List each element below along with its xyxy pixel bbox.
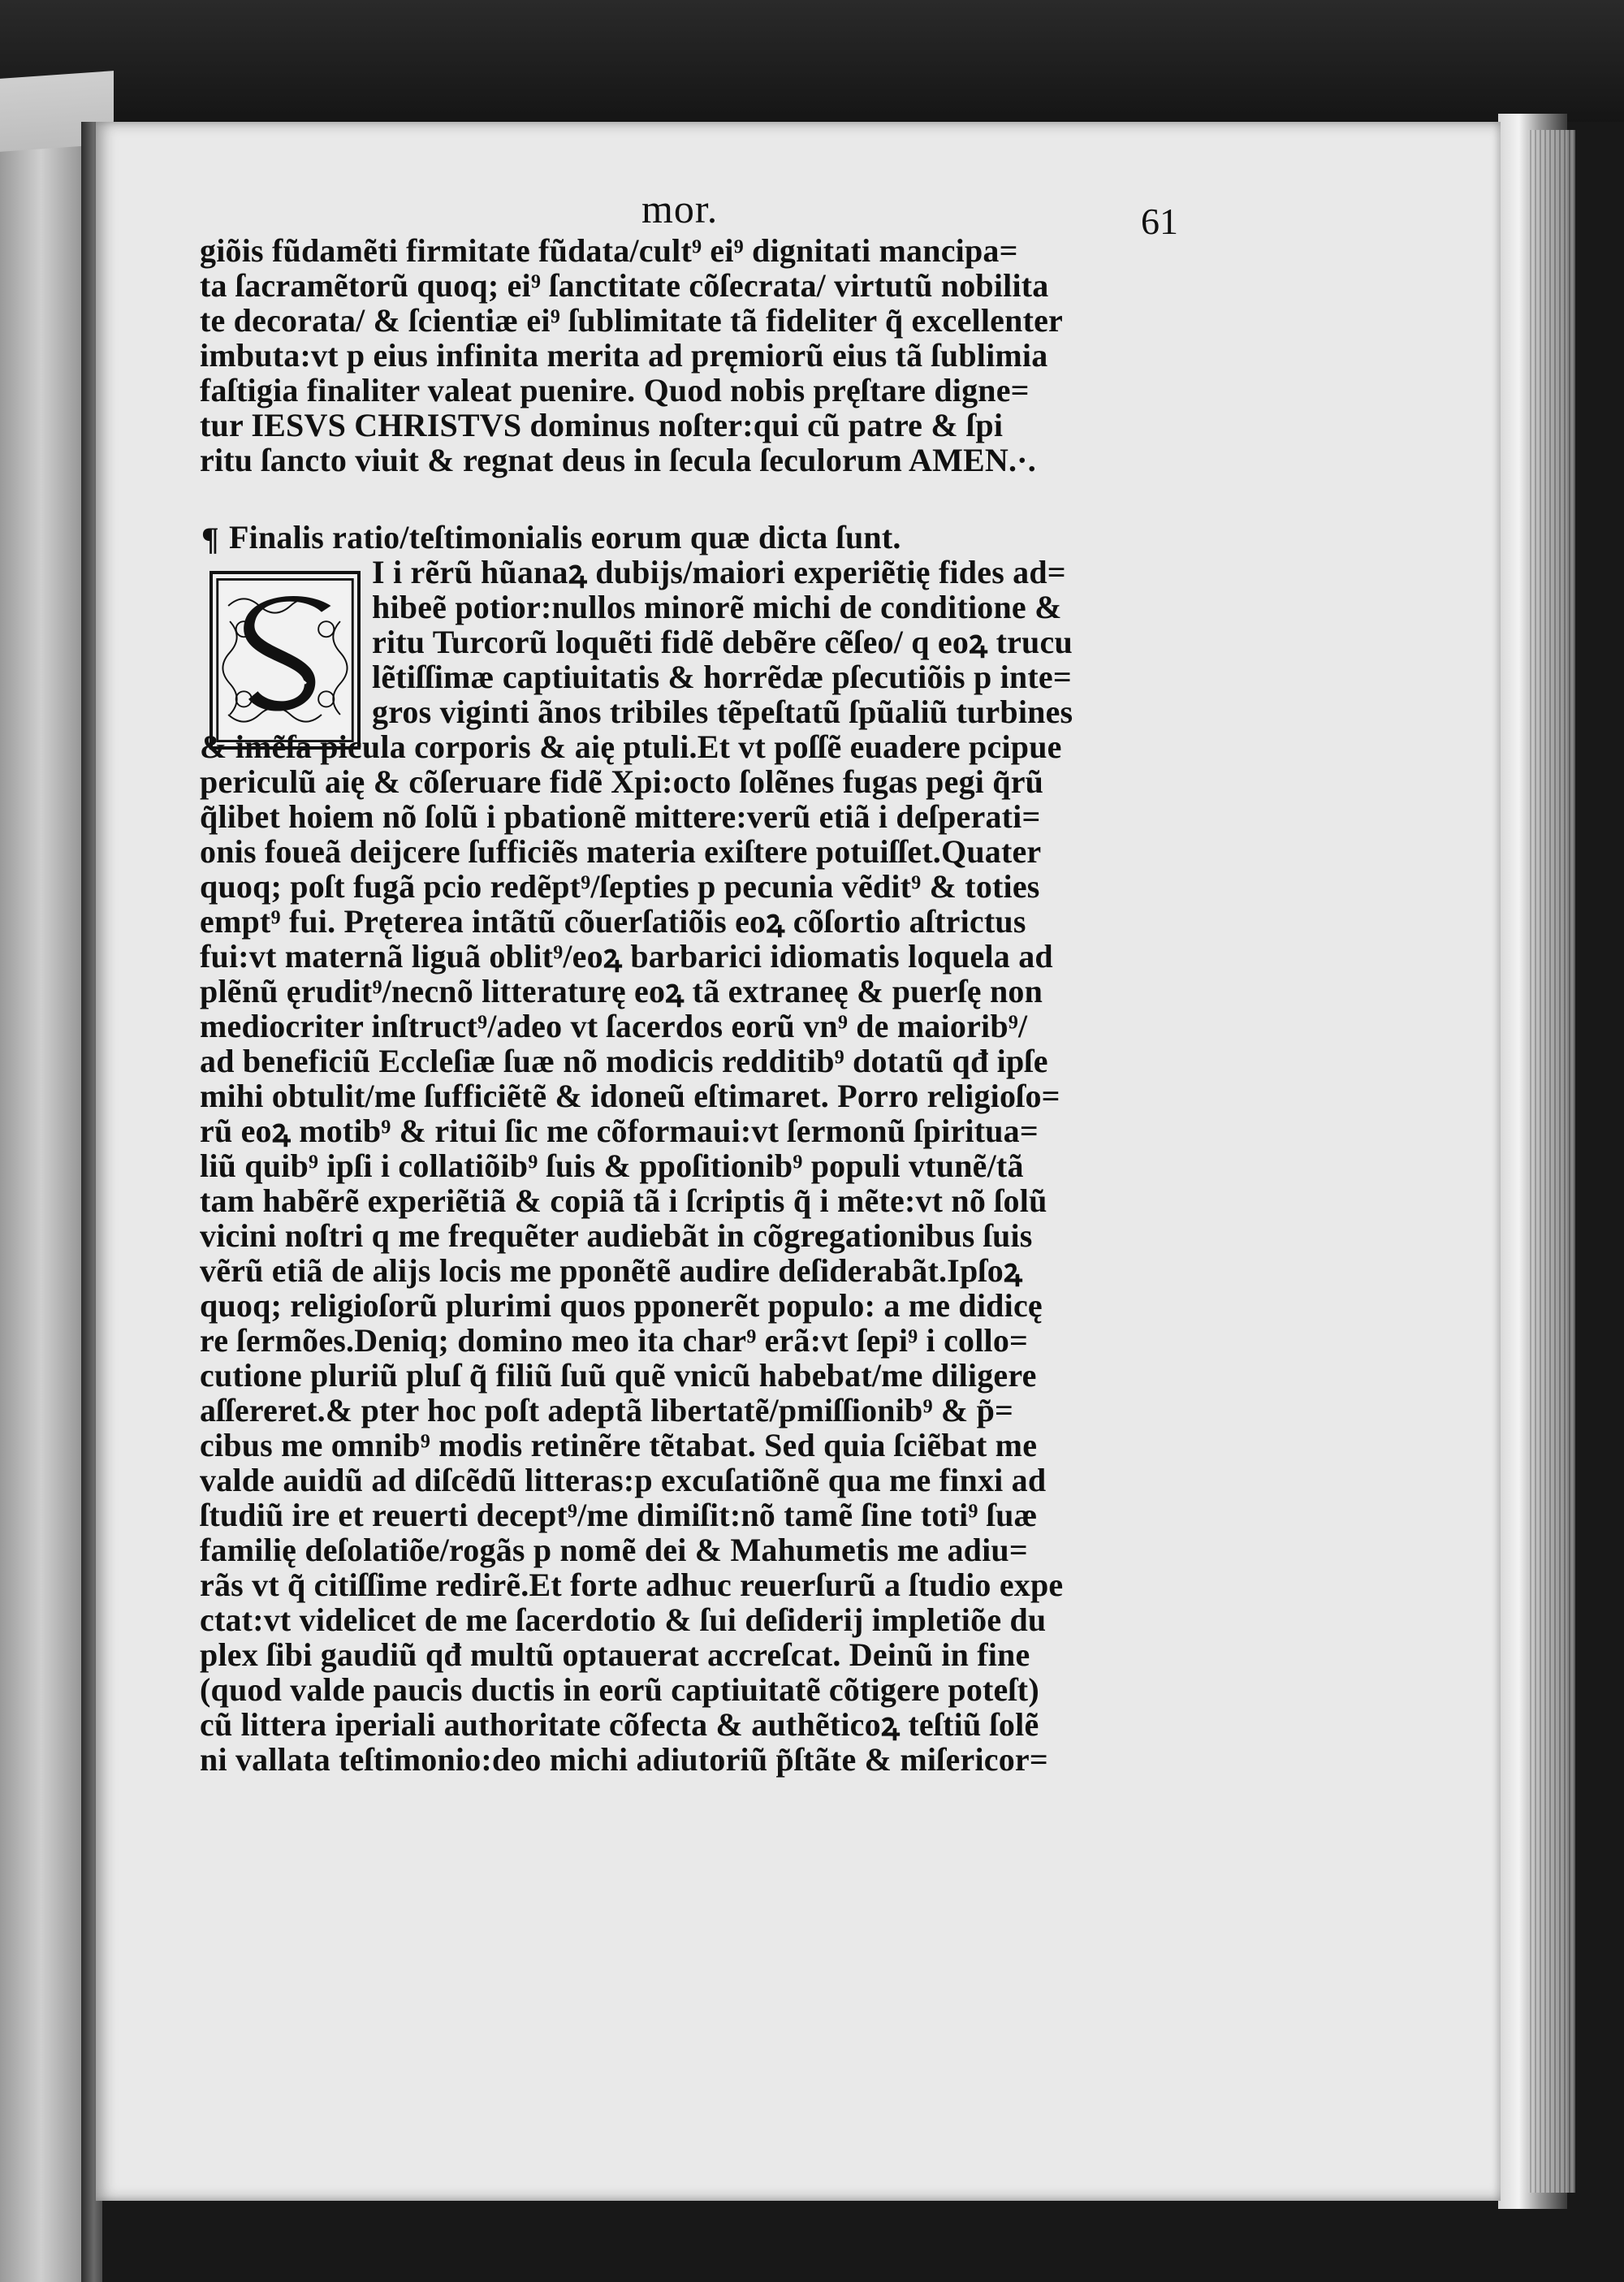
paragraph-mark-icon: ¶ — [201, 521, 219, 557]
text-line: ſtudiũ ire et reuerti decept⁹/me dimiſit:nõ tamẽ ſine toti⁹ ſuæ — [200, 1497, 1038, 1533]
text-line: lẽtiſſimæ captiuitatis & horrẽdæ pſecutiõis p inte= — [372, 659, 1072, 695]
book-cover-top — [0, 0, 1624, 122]
text-line: re ſermões.Deniq; domino meo ita char⁹ erã:vt ſepi⁹ i collo= — [200, 1322, 1029, 1359]
text-line: cũ littera iperiali authoritate cõfecta & authẽticoꝝ teſtiũ ſolẽ — [200, 1706, 1039, 1743]
text-line: fui:vt maternã liguã oblit⁹/eoꝝ barbarici idiomatis loquela ad — [200, 938, 1053, 975]
text-line: rũ eoꝝ motib⁹ & ritui ſic me cõformaui:vt ſermonũ ſpiritua= — [200, 1113, 1039, 1149]
decorated-initial-s — [209, 571, 361, 750]
text-line: valde auidũ ad diſcẽdũ litteras:p excuſatiõnẽ qua me finxi ad — [200, 1462, 1047, 1498]
page-stack-lines — [1527, 130, 1575, 2193]
text-line: hibeẽ potior:nullos minorẽ michi de conditione & — [372, 589, 1062, 625]
text-line: vicini noſtri q me frequẽter audiebãt in cõgregationibus ſuis — [200, 1217, 1033, 1254]
text-line: empt⁹ fui. Pręterea intãtũ cõuerſatiõis eoꝝ cõſortio aſtrictus — [200, 903, 1026, 940]
text-line: cibus me omnib⁹ modis retinẽre tẽtabat. Sed quia ſciẽbat me — [200, 1427, 1038, 1463]
running-title: mor. — [641, 186, 719, 231]
text-line: te decorata/ & ſcientiæ ei⁹ ſublimitate tã fideliter q̃ excellenter — [200, 302, 1064, 339]
text-line: imbuta:vt p eius infinita merita ad pręmiorũ eius tã ſublimia — [200, 337, 1048, 374]
text-line: rãs vt q̃ citiſſime redirẽ.Et forte adhuc reuerſurũ a ſtudio expe — [200, 1567, 1064, 1603]
text-line: plẽnũ ęrudit⁹/necnõ litteraturę eoꝝ tã extraneę & puerſę non — [200, 973, 1043, 1009]
text-line: q̃libet hoiem nõ ſolũ i pbationẽ mittere:verũ etiã i deſperati= — [200, 798, 1041, 835]
text-line: faſtigia finaliter valeat puenire. Quod nobis pręſtare digne= — [200, 372, 1030, 408]
text-line: & imẽſa picula corporis & aię ptuli.Et vt poſſẽ euadere pcipue — [200, 728, 1062, 765]
section-heading: Finalis ratio/teſtimonialis eorum quæ dicta ſunt. — [229, 519, 901, 555]
text-line: mediocriter inſtruct⁹/adeo vt ſacerdos eorũ vn⁹ de maiorib⁹/ — [200, 1008, 1028, 1044]
text-line: ad beneficiũ Eccleſiæ ſuæ nõ modicis redditib⁹ dotatũ qđ ipſe — [200, 1043, 1048, 1079]
text-line: giõis fũdamẽti firmitate fũdata/cult⁹ ei⁹ dignitati mancipa= — [200, 232, 1018, 269]
text-line: liũ quib⁹ ipſi i collatiõib⁹ ſuis & ppoſitionib⁹ populi vtunẽ/tã — [200, 1147, 1024, 1184]
initial-ornament-icon — [213, 574, 357, 746]
page-number: 61 — [1141, 201, 1178, 242]
text-line: quoq; religioſorũ plurimi quos pponerẽt populo: a me didicę — [200, 1287, 1043, 1324]
text-line: tam habẽrẽ experiẽtiã & copiã tã i ſcriptis q̃ i mẽte:vt nõ ſolũ — [200, 1182, 1047, 1219]
text-line: (quod valde paucis ductis in eorũ captiuitatẽ cõtigere poteſt) — [200, 1671, 1039, 1708]
text-line: familię deſolatiõe/rogãs p nomẽ dei & Mahumetis me adiu= — [200, 1532, 1028, 1568]
text-line: ritu ſancto viuit & regnat deus in ſecula ſeculorum AMEN.·. — [200, 442, 1036, 478]
text-line: quoq; poſt fugã pcio redẽpt⁹/ſepties p pecunia vẽdit⁹ & toties — [200, 868, 1040, 905]
text-line: tur IESVS CHRISTVS dominus noſter:qui cũ patre & ſpi — [200, 407, 1004, 443]
text-line: ritu Turcorũ loquẽti fidẽ debẽre cẽſeo/ q eoꝝ trucu — [372, 624, 1073, 660]
text-line: cutione pluriũ pluſ q̃ filiũ ſuũ quẽ vnicũ habebat/me diligere — [200, 1357, 1037, 1394]
text-line: periculũ aię & cõſeruare fidẽ Xpi:octo ſolẽnes fugas pegi q̃rũ — [200, 763, 1044, 800]
text-line: ctat:vt videlicet de me ſacerdotio & ſui deſiderij impletiõe du — [200, 1601, 1047, 1638]
text-line: aſſereret.& pter hoc poſt adeptã libertatẽ/pmiſſionib⁹ & p̃= — [200, 1392, 1014, 1428]
text-line: ni vallata teſtimonio:deo michi adiutoriũ p̃ſtãte & miſericor= — [200, 1741, 1048, 1778]
text-line: I i rẽrũ hũanaꝝ dubijs/maiori experiẽtię fides ad= — [372, 554, 1066, 590]
text-line: plex ſibi gaudiũ qđ multũ optauerat accreſcat. Deinũ in fine — [200, 1636, 1030, 1673]
text-line: onis foueã deijcere ſufficiẽs materia exiſtere potuiſſet.Quater — [200, 833, 1042, 870]
text-line: gros viginti ãnos tribiles tẽpeſtatũ ſpũaliũ turbines — [372, 694, 1073, 730]
left-page-edge — [0, 122, 91, 2282]
text-line: mihi obtulit/me ſufficiẽtẽ & idoneũ eſtimaret. Porro religioſo= — [200, 1078, 1060, 1114]
text-line: vẽrũ etiã de alijs locis me pponẽtẽ audire deſiderabãt.Ipſoꝝ — [200, 1252, 1023, 1289]
text-line: ta ſacramẽtorũ quoq; ei⁹ ſanctitate cõſecrata/ virtutũ nobilita — [200, 267, 1049, 304]
